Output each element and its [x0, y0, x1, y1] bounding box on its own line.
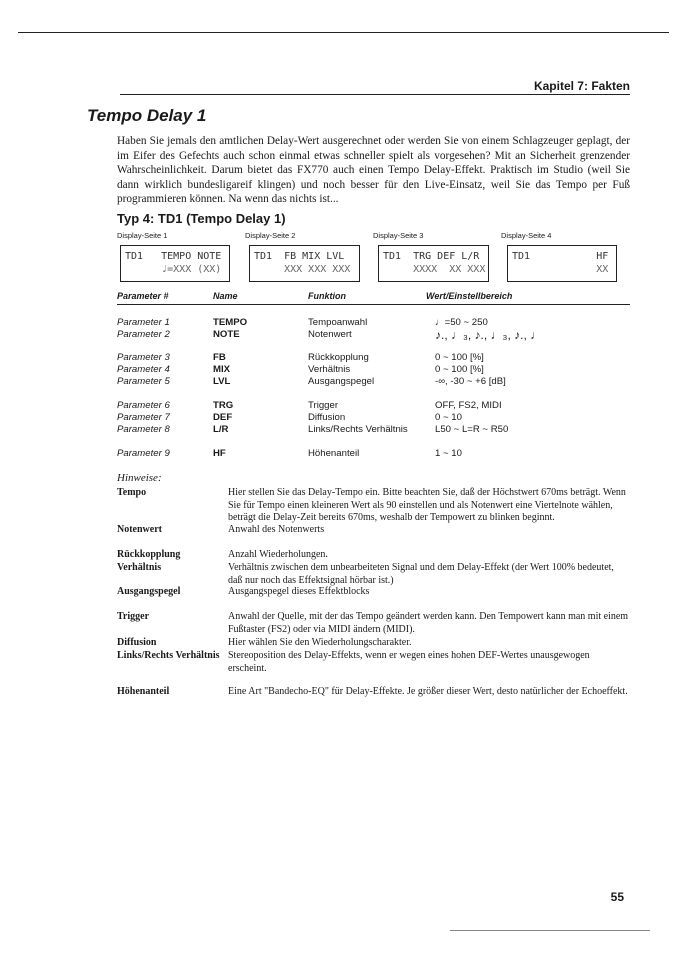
lcd-line-1: TD1 TEMPO NOTE [125, 251, 222, 262]
table-row-name: LVL [213, 376, 231, 387]
note-desc: Hier stellen Sie das Delay-Tempo ein. Bitte beachten Sie, daß der Höchstwert 670ms beträgt. Wenn Sie für Tempo einen kleineren Wert als 90 einstellen und als Notenwert eine Viertelnote wählen, beträgt die Delay-Zeit bereits 670ms, weshalb der Tempowert zu blinken beginnt. [228, 487, 626, 524]
header-rule [120, 94, 630, 95]
note-term: Höhenanteil [117, 686, 170, 697]
page-number: 55 [610, 890, 624, 904]
lcd-display-3 [378, 245, 489, 282]
table-row-func: Ausgangspegel [308, 376, 375, 387]
table-row-value: -∞, -30 ~ +6 [dB] [435, 376, 506, 387]
lcd-line-1: TD1 HF [512, 251, 609, 262]
table-row-name: TRG [213, 400, 234, 411]
note-desc: Anwahl der Quelle, mit der das Tempo geändert werden kann. Den Tempowert kann man mit einem Fußtaster (FS2) oder via MIDI ändern (MIDI). [228, 611, 629, 635]
note-term: Trigger [117, 611, 150, 622]
table-row-num: Parameter 3 [117, 352, 170, 363]
table-row-func: Verhältnis [308, 364, 351, 375]
table-row-name: NOTE [213, 329, 240, 340]
note-term: Verhältnis [117, 562, 162, 573]
table-row-value: ♩=50 ~ 250 [435, 317, 488, 328]
intro-paragraph: Haben Sie jemals den amtlichen Delay-Wert ausgerechnet oder werden Sie von einem Schlagzeuger geplagt, der im Eifer des Gefechts auch schon einmal etwas schneller spielt als vorgesehen? Mit an Sicherheit grenzender Wahrscheinlichkeit. Darum bietet das FX770 auch einen Tempo Delay-Effekt. Praktisch im Studio (weil Sie dann wirklich bundesligareif klingen) und noch besser für den Live-Einsatz, weil Sie das Tempo per Fuß programmieren können. Na wenn das nichts ist... [117, 135, 630, 206]
table-row-value: 0 ~ 100 [%] [435, 352, 484, 363]
table-row-value: L50 ~ L=R ~ R50 [435, 424, 509, 435]
note-desc: Hier wählen Sie den Wiederholungscharakter. [228, 637, 412, 648]
lcd-line-2: ♩=XXX (XX) [125, 264, 222, 275]
table-row-name: MIX [213, 364, 231, 375]
note-desc: Anzahl Wiederholungen. [228, 549, 328, 560]
note-term: Links/Rechts Verhältnis [117, 650, 220, 661]
table-row-value: 0 ~ 10 [435, 412, 462, 423]
table-row-value: 1 ~ 10 [435, 448, 462, 459]
section-subtitle: Typ 4: TD1 (Tempo Delay 1) [117, 211, 286, 226]
note-desc: Eine Art "Bandecho-EQ" für Delay-Effekte. Je größer dieser Wert, desto natürlicher der Echoeffekt. [228, 686, 628, 697]
table-header-param: Parameter # [117, 291, 169, 301]
table-row-num: Parameter 5 [117, 376, 170, 387]
display-label-2: Display-Seite 2 [245, 231, 296, 240]
note-desc: Stereoposition des Delay-Effekts, wenn er wegen eines hohen DEF-Wertes unausgewogen erscheint. [228, 650, 590, 674]
table-row-value: ♪., ♩₃, ♪., ♩₃, ♪., ♩ [435, 328, 543, 342]
display-label-1: Display-Seite 1 [117, 231, 168, 240]
table-row-name: FB [213, 352, 226, 363]
lcd-line-2: XXXX XX XXX [383, 264, 486, 275]
page-title: Tempo Delay 1 [87, 106, 207, 125]
chapter-header: Kapitel 7: Fakten [533, 79, 630, 93]
table-rule [117, 304, 630, 305]
note-desc: Anwahl des Notenwerts [228, 524, 325, 535]
note-term: Ausgangspegel [117, 586, 181, 597]
notes-header: Hinweise: [117, 472, 162, 484]
table-row-func: Rückkopplung [308, 352, 369, 363]
table-row-num: Parameter 1 [117, 317, 170, 328]
table-header-name: Name [213, 291, 238, 301]
lcd-line-1: TD1 TRG DEF L/R [383, 251, 480, 262]
note-term: Diffusion [117, 637, 157, 648]
note-term: Notenwert [117, 524, 162, 535]
table-row-func: Trigger [308, 400, 339, 411]
bottom-rule [450, 930, 650, 931]
table-row-name: L/R [213, 424, 229, 435]
table-row-func: Tempoanwahl [308, 317, 368, 328]
table-row-func: Diffusion [308, 412, 346, 423]
table-header-function: Funktion [308, 291, 346, 301]
table-row-func: Links/Rechts Verhältnis [308, 424, 408, 435]
lcd-display-1 [120, 245, 230, 282]
table-row-func: Notenwert [308, 329, 352, 340]
display-label-4: Display-Seite 4 [501, 231, 552, 240]
lcd-line-2: XX [512, 264, 609, 275]
table-row-num: Parameter 9 [117, 448, 170, 459]
lcd-line-2: XXX XXX XXX [254, 264, 351, 275]
note-term: Tempo [117, 487, 147, 498]
lcd-line-1: TD1 FB MIX LVL [254, 251, 345, 262]
table-row-value: 0 ~ 100 [%] [435, 364, 484, 375]
note-desc: Ausgangspegel dieses Effektblocks [228, 586, 370, 597]
note-desc: Verhältnis zwischen dem unbearbeiteten Signal und dem Delay-Effekt (der Wert 100% bedeutet, daß nur noch das Effektsignal hörbar ist.) [228, 562, 614, 586]
table-row-num: Parameter 7 [117, 412, 170, 423]
table-row-name: DEF [213, 412, 233, 423]
table-row-num: Parameter 8 [117, 424, 170, 435]
lcd-display-2 [249, 245, 360, 282]
table-row-num: Parameter 2 [117, 329, 170, 340]
table-row-name: TEMPO [213, 317, 248, 328]
table-row-func: Höhenanteil [308, 448, 360, 459]
table-row-num: Parameter 4 [117, 364, 170, 375]
table-header-value: Wert/Einstellbereich [426, 291, 513, 301]
lcd-display-4 [507, 245, 617, 282]
top-rule [18, 32, 669, 33]
table-row-value: OFF, FS2, MIDI [435, 400, 502, 411]
table-row-num: Parameter 6 [117, 400, 170, 411]
table-row-name: HF [213, 448, 226, 459]
display-label-3: Display-Seite 3 [373, 231, 424, 240]
note-term: Rückkopplung [117, 549, 181, 560]
